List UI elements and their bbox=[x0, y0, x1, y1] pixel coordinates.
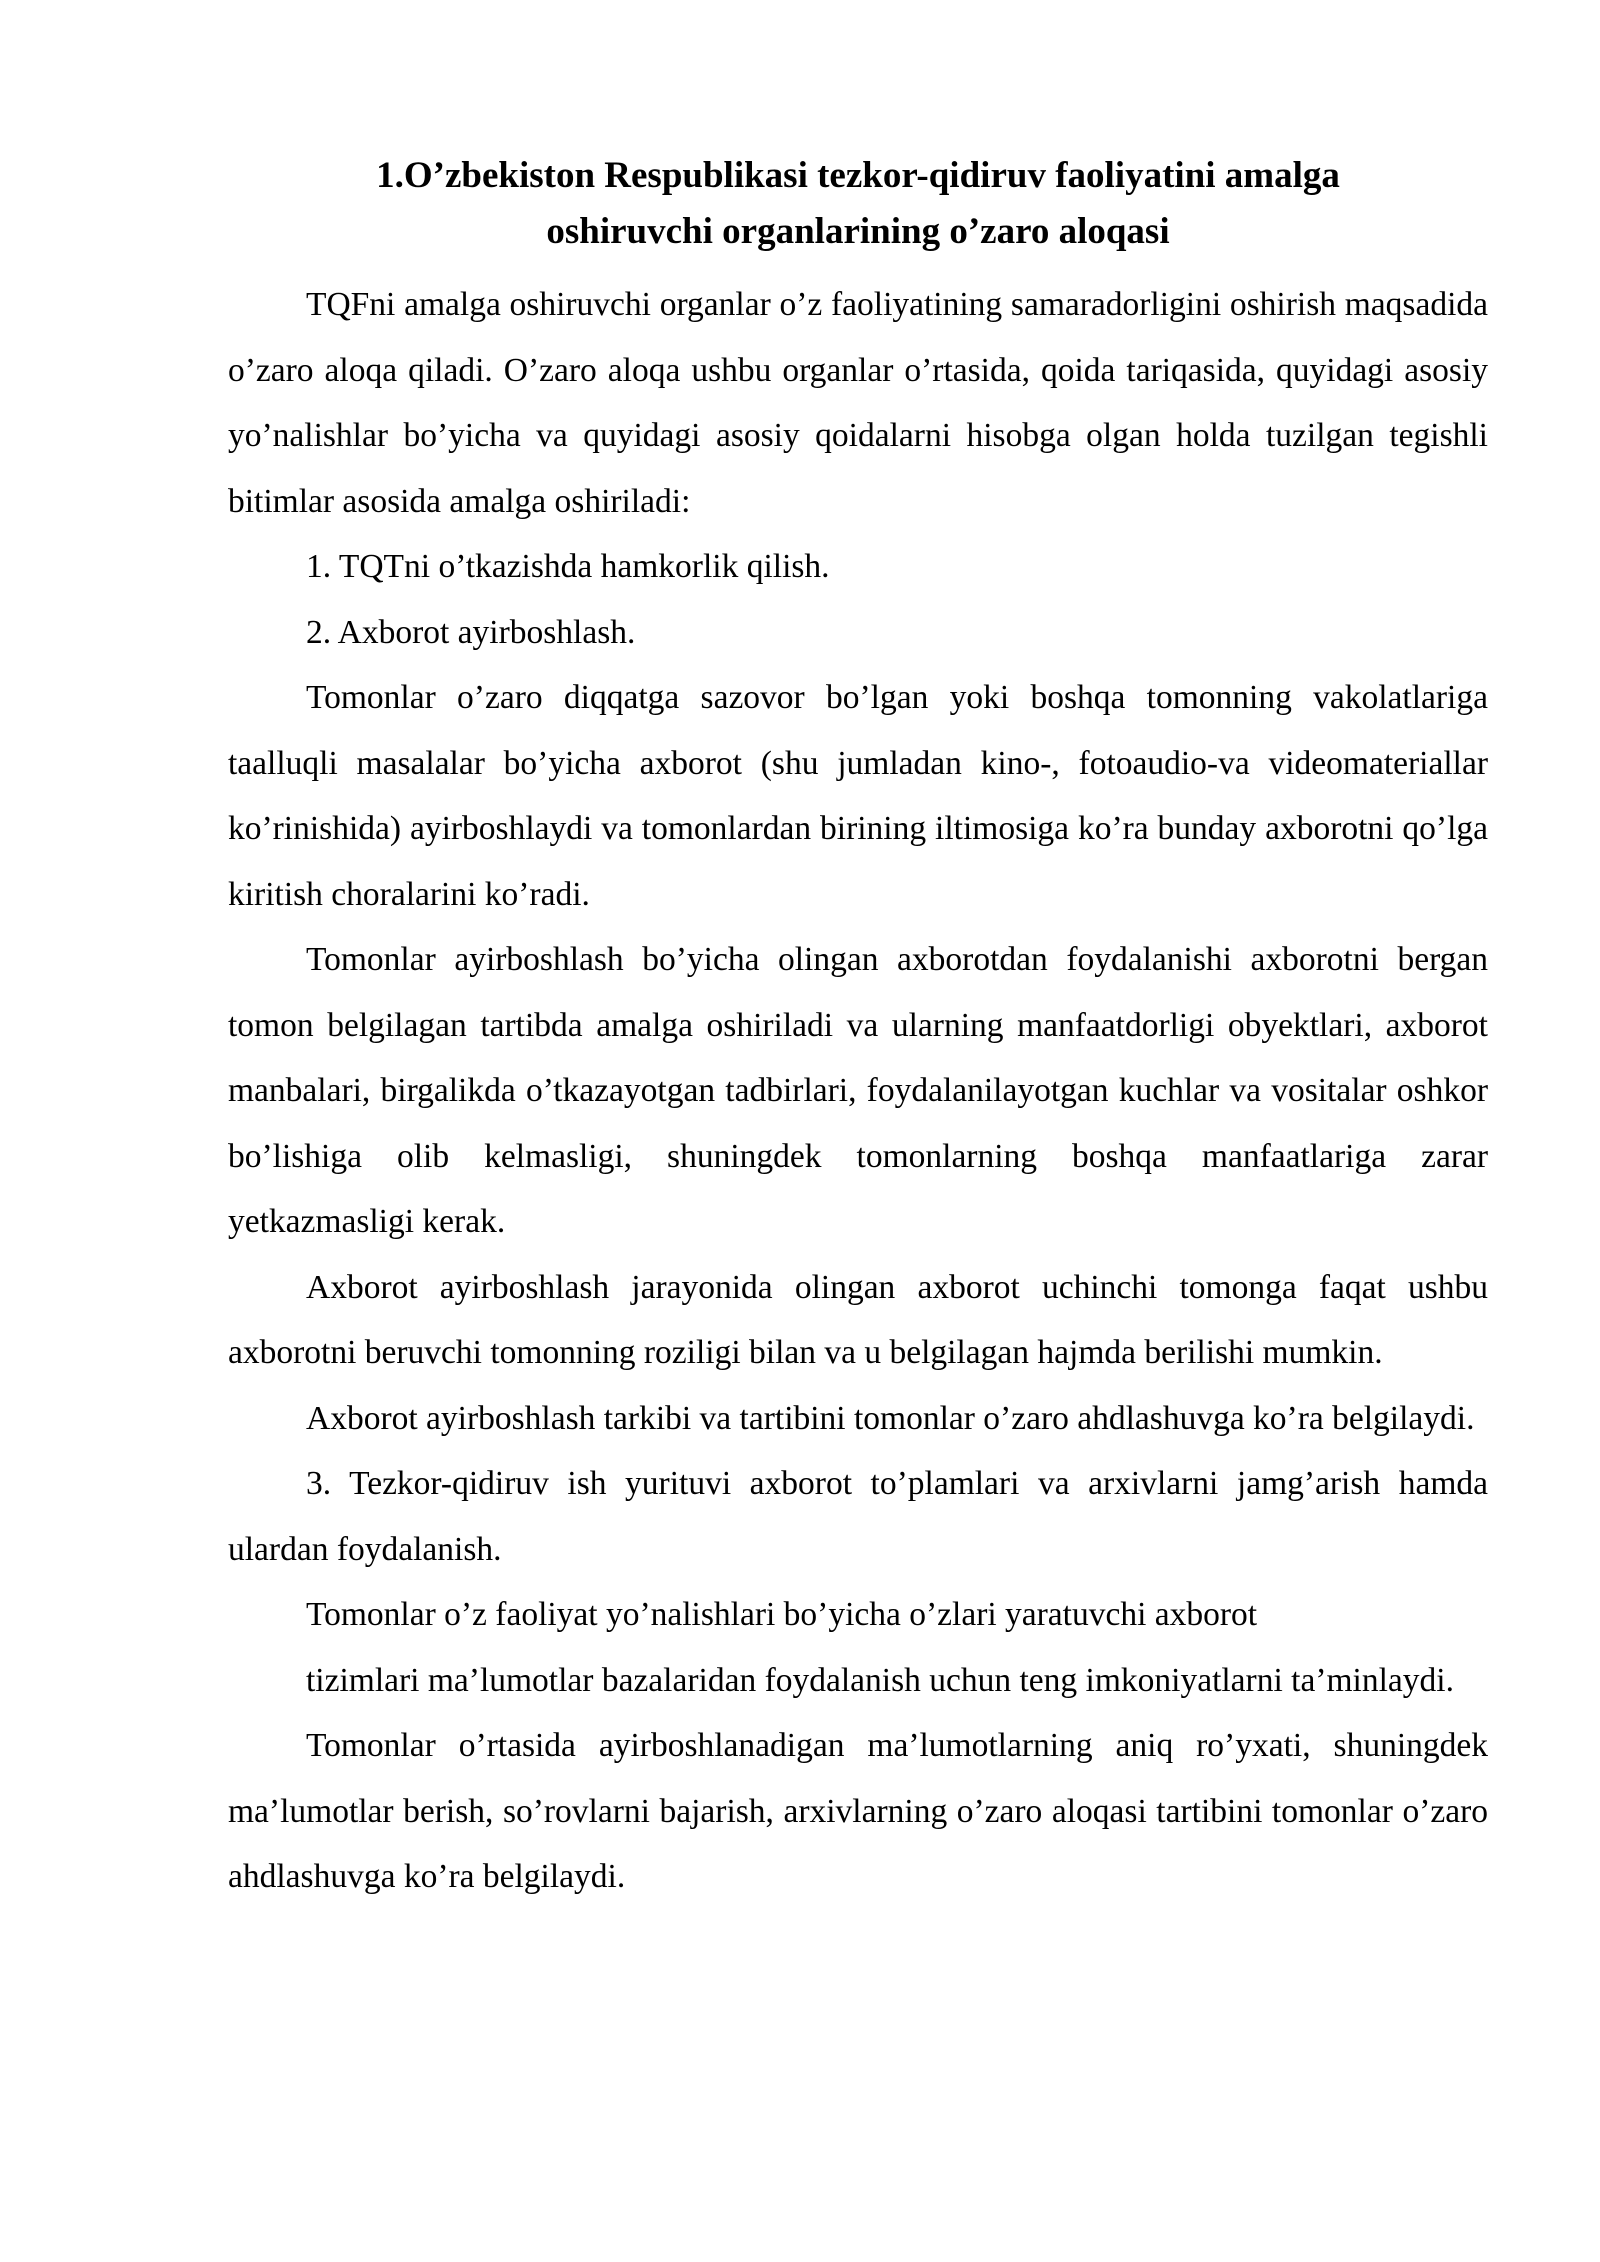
paragraph-data-list: Tomonlar o’rtasida ayirboshlanadigan ma’lumotlarning aniq ro’yxati, shuningdek ma’lumotlar berish, so’rovlarni bajarish, arxivlarning o’zaro aloqasi tartibini tomonlar o’zaro ahdlashuvga ko’ra belgilaydi. bbox=[228, 1727, 1488, 1895]
paragraph-information-systems: Tomonlar o’z faoliyat yo’nalishlari bo’yicha o’zlari yaratuvchi axborot bbox=[306, 1596, 1258, 1633]
title-line-1: 1.O’zbekiston Respublikasi tezkor-qidiruv faoliyatini amalga bbox=[376, 155, 1340, 196]
list-item-information-exchange: 2. Axborot ayirboshlash. bbox=[306, 613, 636, 651]
paragraph-exchange-order: Axborot ayirboshlash tarkibi va tartibini tomonlar o’zaro ahdlashuvga ko’ra belgilaydi. bbox=[306, 1399, 1475, 1437]
paragraph-intro: TQFni amalga oshiruvchi organlar o’z faoliyatining samaradorligini oshirish maqsadida o’zaro aloqa qiladi. O’zaro aloqa ushbu organlar o’rtasida, qoida tariqasida, quyidagi asosiy yo’nalishlar bo’yicha va quyidagi asosiy qoidalarni hisobga olgan holda tuzilgan tegishli bitimlar asosida amalga oshiriladi: bbox=[228, 286, 1488, 520]
paragraph-third-party: Axborot ayirboshlash jarayonida olingan axborot uchinchi tomonga faqat ushbu axborotni beruvchi tomonning roziligi bilan va u belgilagan hajmda berilishi mumkin. bbox=[228, 1268, 1488, 1371]
document-page bbox=[228, 148, 1488, 1910]
title-line-2: oshiruvchi organlarining o’zaro aloqasi bbox=[546, 211, 1170, 252]
list-item-cooperation: 1. TQTni o’tkazishda hamkorlik qilish. bbox=[306, 548, 830, 585]
paragraph-information-exchange: Tomonlar o’zaro diqqatga sazovor bo’lgan yoki boshqa tomonning vakolatlariga taalluqli masalalar bo’yicha axborot (shu jumladan kino-, fotoaudio-va videomateriallar ko’rinishida) ayirboshlaydi va tomonlardan birining iltimosiga ko’ra bunday axborotni qo’lga kiritish choralarini ko’radi. bbox=[228, 679, 1488, 913]
paragraph-information-use: Tomonlar ayirboshlash bo’yicha olingan axborotdan foydalanishi axborotni bergan tomon belgilagan tartibda amalga oshiriladi va ularning manfaatdorligi obyektlari, axborot manbalari, birgalikda o’tkazayotgan tadbirlari, foydalanilayotgan kuchlar va vositalar oshkor bo’lishiga olib kelmasligi, shuningdek tomonlarning boshqa manfaatlariga zarar yetkazmasligi kerak. bbox=[228, 941, 1488, 1240]
paragraph-database-access: tizimlari ma’lumotlar bazalaridan foydalanish uchun teng imkoniyatlarni ta’minlaydi. bbox=[306, 1661, 1454, 1699]
document-title bbox=[228, 148, 1488, 260]
list-item-archives: 3. Tezkor-qidiruv ish yurituvi axborot to’plamlari va arxivlarni jamg’arish hamda ulardan foydalanish. bbox=[228, 1465, 1488, 1568]
